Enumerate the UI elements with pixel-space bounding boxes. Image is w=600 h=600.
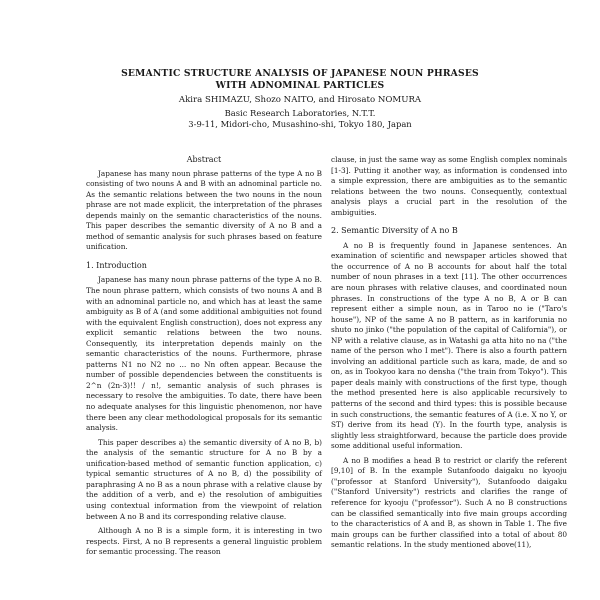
- affiliation-line-1: Basic Research Laboratories, N.T.T.: [224, 108, 376, 118]
- paper-title: [60, 68, 540, 92]
- section-2-heading: 2. Semantic Diversity of A no B: [331, 226, 458, 236]
- intro-paragraph-1: Japanese has many noun phrase patterns of the type A no B. The noun phrase pattern, which consists of two nouns A and B with an adnominal particle no, and which has at least the same ambiguity as B of A (and some additional ambiguities not found with the equivalent English construction), does not express any explicit semantic relations between the two nouns. Consequently, its interpretation depends mainly on the semantic characteristics of the nouns. Furthermore, phrase patterns N1 no N2 no ... no Nn often appear. Because the number of possible dependencies between the constituents is 2^n (2n-3)!! / n!, semantic analysis of such phrases is necessary to resolve the ambiguities. To date, there have been no adequate analyses for this linguistic phenomenon, nor have there been any clear methodological proposals for its semantic analysis.: [86, 275, 322, 433]
- left-column: [86, 155, 322, 558]
- right-column: [331, 155, 567, 551]
- continued-paragraph: clause, in just the same way as some English complex nominals [1-3]. Putting it another way, as information is condensed into a simple expression, there are ambiguities as to the semantic relations between the two nouns. Consequently, contextual analysis plays a crucial part in the resolution of the ambiguities.: [331, 155, 567, 217]
- title-line-1: SEMANTIC STRUCTURE ANALYSIS OF JAPANESE NOUN PHRASES: [121, 68, 479, 79]
- title-line-2: WITH ADNOMINAL PARTICLES: [215, 80, 385, 91]
- intro-paragraph-2: This paper describes a) the semantic diversity of A no B, b) the analysis of the semantic structure for A no B by a unification-based method of semantic function application, c) typical semantic structures of A no B, d) the possibility of paraphrasing A no B as a noun phrase with a relative clause by the addition of a verb, and e) the resolution of ambiguities using contextual information from the viewpoint of relation between A no B and its corresponding relative clause.: [86, 437, 322, 521]
- intro-heading: 1. Introduction: [86, 260, 147, 270]
- abstract-heading: Abstract: [186, 155, 222, 164]
- intro-paragraph-3: Although A no B is a simple form, it is interesting in two respects. First, A no B represents a general linguistic problem for semantic processing. The reason: [86, 526, 322, 557]
- section-2-paragraph-2: A no B modifies a head B to restrict or clarify the referent [9,10] of B. In the example Sutanfoodo daigaku no kyooju ("professor at Stanford University"), Sutanfoodo daigaku ("Stanford University") restricts and clarifies the range of reference for kyooju ("professor"). Such A no B constructions can be classified semantically into five main groups according to the characteristics of A and B, as shown in Table 1. The five main groups can be further classified into a total of about 80 semantic relations. In the study mentioned above(11),: [331, 455, 567, 550]
- abstract-text: Japanese has many noun phrase patterns of the type A no B consisting of two nouns A and B with an adnominal particle no. As the semantic relations between the two nouns in the noun phrase are not made explicit, the interpretation of the phrases depends mainly on the semantic characteristics of the nouns. This paper describes the semantic diversity of A no B and a method of semantic analysis for such phrases based on feature unification.: [86, 168, 322, 252]
- affiliation: [60, 108, 540, 130]
- affiliation-line-2: 3-9-11, Midori-cho, Musashino-shi, Tokyo 180, Japan: [188, 119, 412, 129]
- author-list: Akira SHIMAZU, Shozo NAITO, and Hirosato NOMURA: [178, 95, 422, 105]
- section-2-paragraph-1: A no B is frequently found in Japanese sentences. An examination of scientific and newspaper articles showed that the occurrence of A no B accounts for about half the total number of noun phrases in a text [11]. The other occurrences are noun phrases with relative clauses, and coordinated noun phrases. In constructions of the type A no B, A or B can represent either a simple noun, as in Taroo no ie ("Taro's house"), NP of the same A no B pattern, as in kariforunia no shuto no jinko ("the population of the capital of California"), or NP with a relative clause, as in Watashi ga atta hito no na ("the name of the person who I met"). There is also a fourth pattern involving an additional particle such as kara, made, de and so on, as in Tookyoo kara no densha ("the train from Tokyo"). This paper deals mainly with constructions of the first type, though the method presented here is also applicable recursively to patterns of the second and third types: this is possible because in such constructions, the semantic features of A (i.e. X no Y, or ST) derive from its head (Y). In the fourth type, analysis is slightly less straightforward, because the particle does provide some additional useful information.: [331, 240, 567, 451]
